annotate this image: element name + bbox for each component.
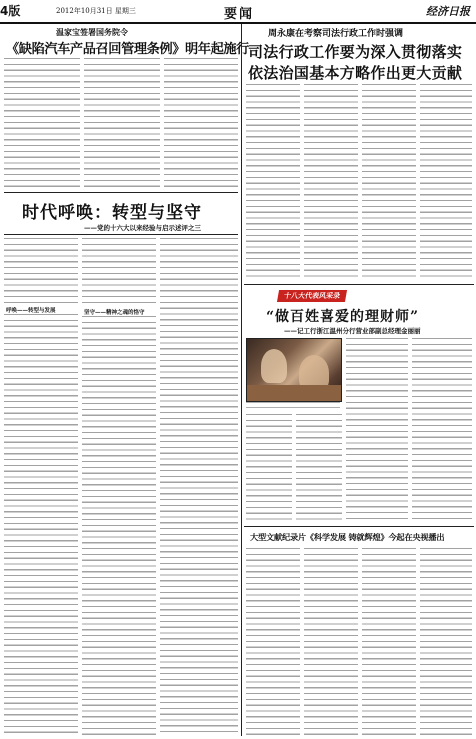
story4-body-col2 bbox=[296, 414, 342, 520]
paper-logo: 经济日报 bbox=[426, 5, 470, 18]
profile-photo bbox=[246, 338, 342, 402]
divider bbox=[4, 192, 238, 193]
story4-body-col1 bbox=[246, 414, 292, 520]
story2-body-col2 bbox=[304, 84, 358, 280]
section-title: 要闻 bbox=[224, 7, 255, 22]
story1-headline: 《缺陷汽车产品召回管理条例》明年起施行 bbox=[6, 42, 249, 57]
story3-body-col2b bbox=[82, 316, 156, 736]
divider bbox=[241, 24, 242, 736]
story4-body-col4 bbox=[412, 338, 472, 520]
story2-headline-line1: 司法行政工作要为深入贯彻落实 bbox=[248, 43, 463, 61]
story4-subhead: ——记工行浙江温州分行营业部副总经理金丽丽 bbox=[284, 327, 421, 335]
story3-subhead: ——党的十六大以来经验与启示述评之三 bbox=[84, 224, 201, 232]
story2-headline-line2: 依法治国基本方略作出更大贡献 bbox=[248, 64, 463, 82]
page-tag: 4版 bbox=[0, 4, 21, 18]
story1-body-col3 bbox=[164, 58, 238, 188]
story1-body-col1 bbox=[4, 58, 80, 188]
story3-body-col2a bbox=[82, 238, 156, 306]
story5-body-col2 bbox=[304, 548, 358, 736]
feature-badge: 十八大代表风采录 bbox=[277, 290, 347, 302]
story4-body-col3 bbox=[346, 338, 408, 520]
story3-body-col1b bbox=[4, 314, 78, 736]
story4-headline: “做百姓喜爱的理财师” bbox=[266, 309, 420, 325]
story2-body-col4 bbox=[420, 84, 472, 280]
story3-headline: 时代呼唤：转型与坚守 bbox=[22, 203, 202, 223]
story2-kicker: 周永康在考察司法行政工作时强调 bbox=[268, 29, 404, 39]
masthead bbox=[0, 0, 476, 24]
photo-caption bbox=[246, 402, 340, 412]
story3-body-col1a bbox=[4, 238, 78, 304]
story5-body-col1 bbox=[246, 548, 300, 736]
story5-body-col3 bbox=[362, 548, 416, 736]
story2-body-col1 bbox=[246, 84, 300, 280]
story1-kicker: 温家宝签署国务院令 bbox=[56, 27, 128, 37]
divider bbox=[244, 526, 474, 527]
story3-section-heading-2: 坚守——精神之魂的恪守 bbox=[84, 310, 145, 316]
story5-body-col4 bbox=[420, 548, 472, 736]
story2-body-col3 bbox=[362, 84, 416, 280]
divider bbox=[244, 284, 474, 285]
story1-body-col2 bbox=[84, 58, 160, 188]
story3-section-heading-1: 呼唤——转型与发展 bbox=[6, 308, 56, 314]
date-line: 2012年10月31日 星期三 bbox=[56, 7, 136, 15]
divider bbox=[4, 234, 238, 235]
story5-headline: 大型文献纪录片《科学发展 铸就辉煌》今起在央视播出 bbox=[250, 532, 445, 542]
story3-body-col3 bbox=[160, 238, 238, 736]
